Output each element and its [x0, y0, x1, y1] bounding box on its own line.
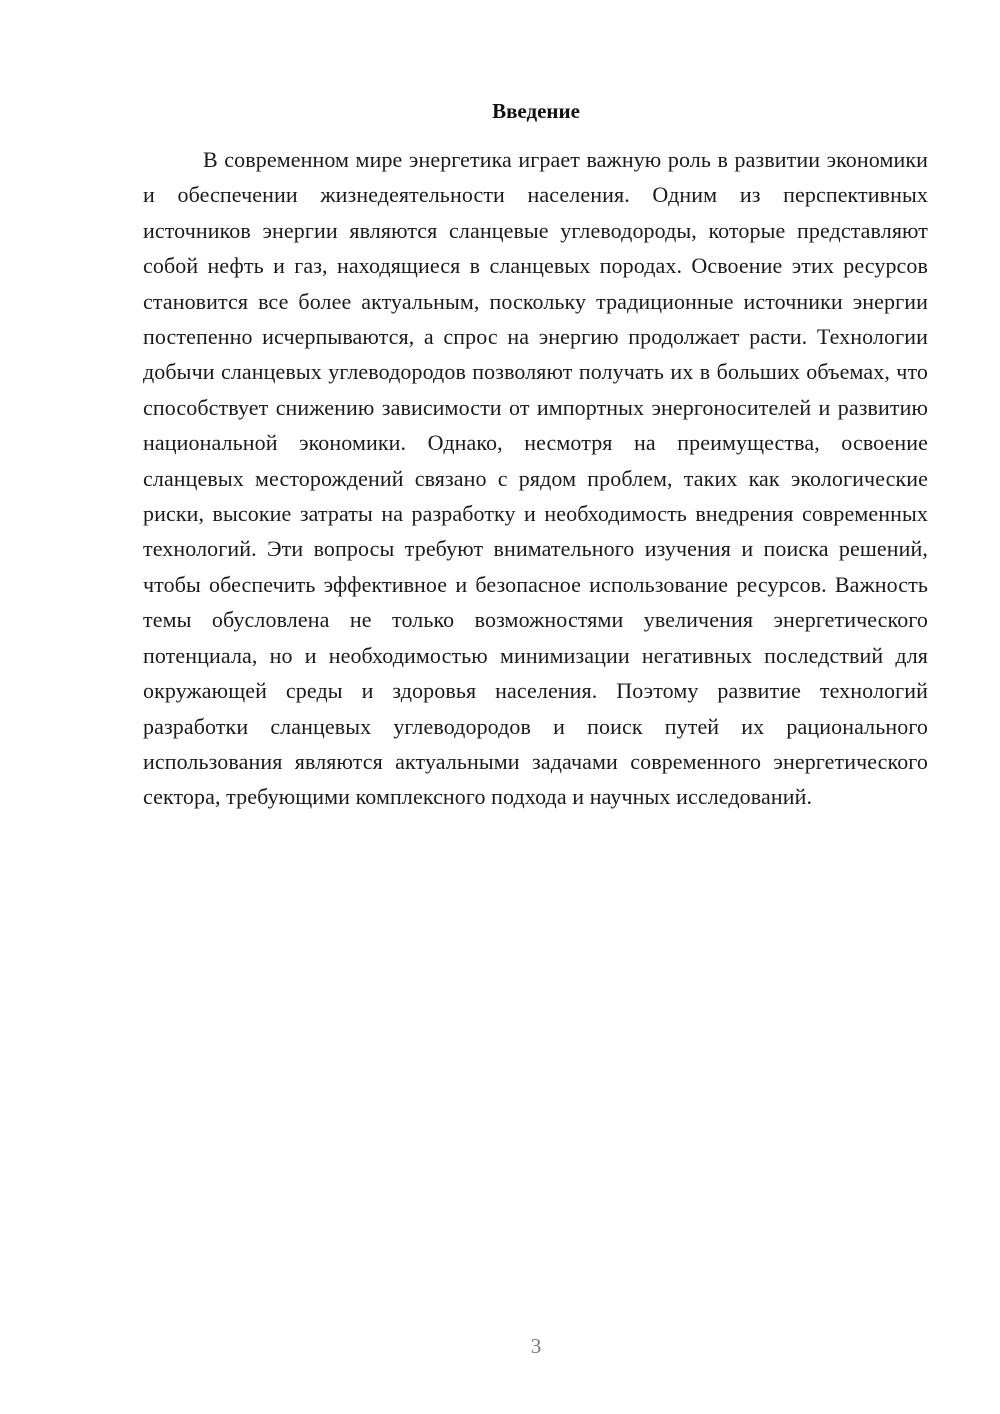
- body-paragraph: В современном мире энергетика играет важную роль в развитии экономики и обеспечении жизнедеятельности населения. Одним из перспективных источников энергии являются сланцевые углеводороды, которые представляют собой нефть и газ, находящиеся в сланцевых породах. Освоение этих ресурсов становится все более актуальным, поскольку традиционные источники энергии постепенно исчерпываются, а спрос на энергию продолжает расти. Технологии добычи сланцевых углеводородов позволяют получать их в больших объемах, что способствует снижению зависимости от импортных энергоносителей и развитию национальной экономики. Однако, несмотря на преимущества, освоение сланцевых месторождений связано с рядом проблем, таких как экологические риски, высокие затраты на разработку и необходимость внедрения современных технологий. Эти вопросы требуют внимательного изучения и поиска решений, чтобы обеспечить эффективное и безопасное использование ресурсов. Важность темы обусловлена не только возможностями увеличения энергетического потенциала, но и необходимостью минимизации негативных последствий для окружающей среды и здоровья населения. Поэтому развитие технологий разработки сланцевых углеводородов и поиск путей их рационального использования являются актуальными задачами современного энергетического сектора, требующими комплексного подхода и научных исследований.: [143, 147, 928, 810]
- section-heading: Введение: [492, 99, 580, 123]
- page-number: 3: [530, 1334, 542, 1358]
